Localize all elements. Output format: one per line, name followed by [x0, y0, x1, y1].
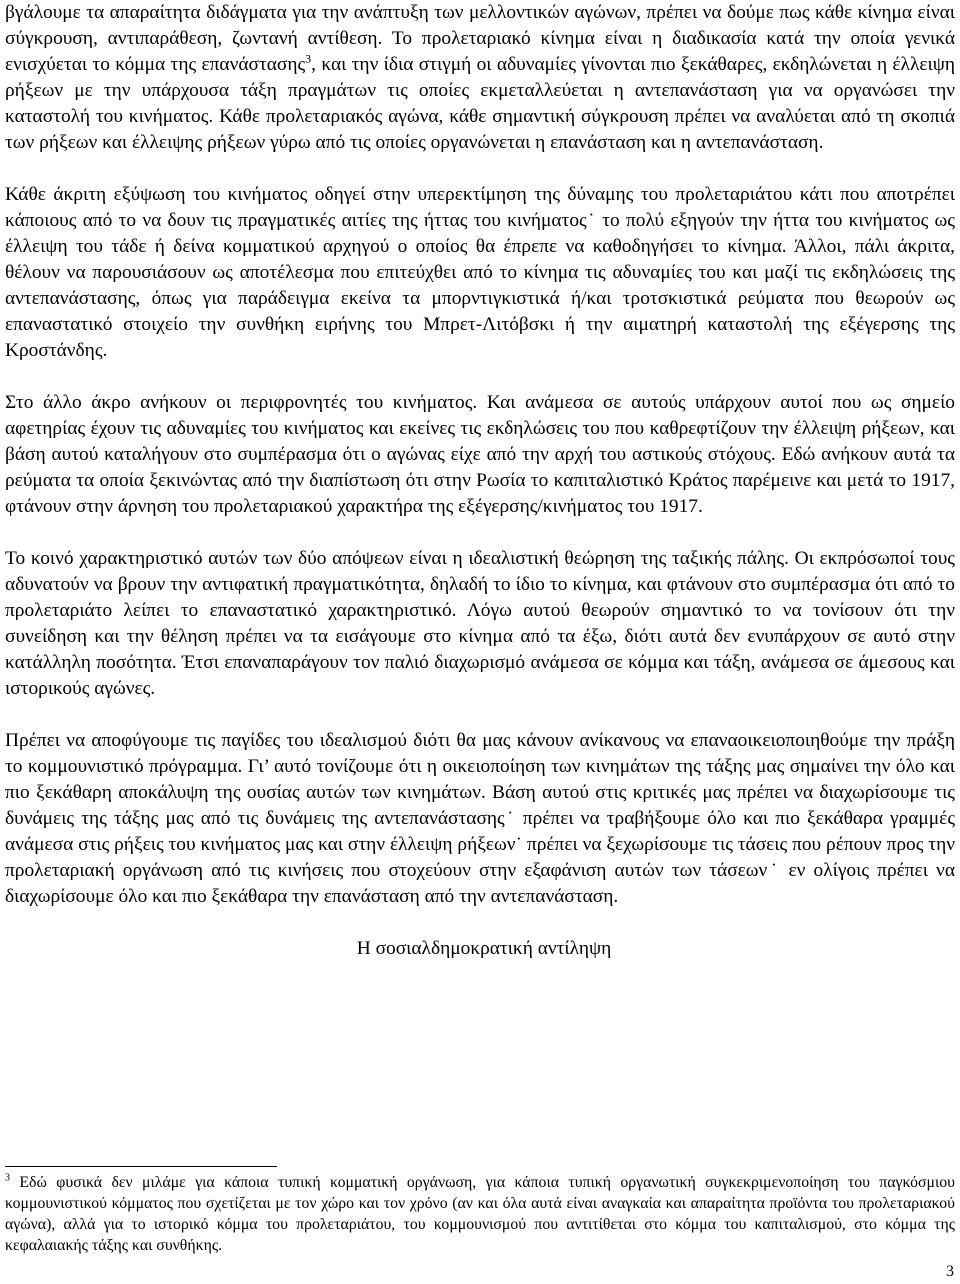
section-heading: Η σοσιαλδημοκρατική αντίληψη [356, 938, 612, 959]
paragraph-1-text-a: βγάλουμε τα απαραίτητα διδάγματα για την ανάπτυξη των μελλοντικών αγώνων, πρέπει να δούμε πως κάθε κίνημα είναι σύγκρουση, αντιπαράθεση, ζωντανή αντίθεση. Το προλεταριακό κίνημα είναι η διαδικασία κατά την οποία γενικά ενισχύεται το κόμμα της επανάστασης [5, 2, 955, 75]
paragraph-1-text-b: , και την ίδια στιγμή οι αδυναμίες γίνονται πιο ξεκάθαρες, εκδηλώνεται η έλλειψη ρήξεων με την υπάρχουσα τάξη πραγμάτων τις οποίες εκμεταλλεύεται η αντεπανάσταση για να οργανώσει την καταστολή του κινήματος. Κάθε προλεταριακός αγώνα, κάθε σημαντική σύγκρουση πρέπει να αναλύεται από τη σκοπιά των ρήξεων και έλλειψης ρήξεων γύρω από τις οποίες οργανώνεται η επανάσταση και η αντεπανάσταση. [5, 54, 955, 153]
paragraph-spacer [5, 520, 955, 546]
paragraph-spacer [5, 156, 955, 182]
paragraph-4: Το κοινό χαρακτηριστικό αυτών των δύο απόψεων είναι η ιδεαλιστική θεώρηση της ταξικής πάλης. Οι εκπρόσωποί τους αδυνατούν να βρουν την αντιφατική πραγματικότητα, δηλαδή το ίδιο το κίνημα, και φτάνουν στο συμπέρασμα ότι από το προλεταριάτο λείπει το επαναστατικό χαρακτηριστικό. Λόγω αυτού θεωρούν σημαντικό το να τονίσουν ότι την συνείδηση και την θέληση πρέπει να τα εισάγουμε στο κίνημα από τα έξω, διότι αυτά δεν ενυπάρχουν σε αυτό στην κατάλληλη ποσότητα. Έτσι επαναπαράγουν τον παλιό διαχωρισμό ανάμεσα σε κόμμα και τάξη, ανάμεσα σε άμεσους και ιστορικούς αγώνες. [5, 548, 955, 699]
paragraph-3: Στο άλλο άκρο ανήκουν οι περιφρονητές του κινήματος. Και ανάμεσα σε αυτούς υπάρχουν αυτοί που ως σημείο αφετηρίας έχουν τις αδυναμίες του κινήματος και εκείνες τις εκδηλώσεις του που καθρεφτίζουν την έλλειψη ρήξεων, και βάση αυτού καταλήγουν στο συμπέρασμα ότι ο αγώνας είχε από την αρχή του αστικούς στόχους. Εδώ ανήκουν αυτά τα ρεύματα τα οποία ξεκινώντας από την διαπίστωση ότι στην Ρωσία το καπιταλιστικό Κράτος παρέμεινε και μετά το 1917, φτάνουν στην άρνηση του προλεταριακού χαρακτήρα της εξέγερσης/κινήματος του 1917. [5, 392, 955, 517]
paragraph-5: Πρέπει να αποφύγουμε τις παγίδες του ιδεαλισμού διότι θα μας κάνουν ανίκανους να επαναοικειοποιηθούμε την πράξη το κομμουνιστικό πρόγραμμα. Γι’ αυτό τονίζουμε ότι η οικειοποίηση των κινημάτων της τάξης μας σημαίνει την όλο και πιο ξεκάθαρη αποκάλυψη της ουσίας αυτών των κινημάτων. Βάση αυτού στις κριτικές μας πρέπει να διαχωρίσουμε τις δυνάμεις της τάξης μας από τις δυνάμεις της αντεπανάστασης˙ πρέπει να τραβήξουμε όλο και πιο ξεκάθαρα γραμμές ανάμεσα στις ρήξεις του κινήματος μας και στην έλλειψη ρήξεων˙ πρέπει να ξεχωρίσουμε τις τάσεις που ρέπουν προς την προλεταριακή οργάνωση από τις κινήσεις που στοχεύουν στην εξαφάνιση αυτών των τάσεων˙ εν ολίγοις πρέπει να διαχωρίσουμε όλο και πιο ξεκάθαρα την επανάσταση από την αντεπανάσταση. [5, 730, 955, 907]
paragraph-2: Κάθε άκριτη εξύψωση του κινήματος οδηγεί στην υπερεκτίμηση της δύναμης του προλεταριάτου κάτι που αποτρέπει κάποιους από το να δουν τις πραγματικές αιτίες της ήττας του κινήματος˙ το πολύ εξηγούν την ήττα του κινήματος ως έλλειψη του τάδε ή δείνα κομματικού αρχηγού ο οποίος θα έπρεπε να καθοδηγήσει το κίνημα. Άλλοι, πάλι άκριτα, θέλουν να παρουσιάσουν ως αποτέλεσμα που επιτεύχθει από το κίνημα τις αδυναμίες του και μαζί τις εκδηλώσεις της αντεπανάστασης, όπως για παράδειγμα εκείνα τα μπορντιγκιστικά ή/και τροτσκιστικά ρεύματα που θεωρούν ως επαναστατικό στοιχείο την συνθήκη ειρήνης του Μπρετ-Λιτόβσκι ή την αιματηρή καταστολή της εξέγερσης της Κροστάνδης. [5, 184, 955, 361]
paragraph-spacer [5, 702, 955, 728]
footnote-marker: 3 [5, 1172, 10, 1184]
paragraph-1 [5, 0, 955, 156]
document-page [5, 0, 955, 962]
paragraph-spacer [5, 364, 955, 390]
footnote-reference[interactable]: 3 [305, 51, 312, 66]
footnote-text: Εδώ φυσικά δεν μιλάμε για κάποια τυπική κομματική οργάνωση, για κάποια τυπική οργανωτική συγκεκριμενοποίηση του παγκόσμιου κομμουνιστικού κόμματος που σχετίζεται με τον χώρο και τον χρόνο (αν και όλα αυτά είναι αναγκαία και απαραίτητα προϊόντα του προλεταριακού αγώνα), αλλά για το ιστορικό κόμμα του προλεταριάτου, του κομμουνισμού που αντιτίθεται στο κόμμα του καπιταλισμού, στο κόμμα της κεφαλαιακής τάξης και συνθήκης. [5, 1174, 955, 1254]
paragraph-spacer [5, 910, 955, 936]
footnote [5, 1172, 955, 1256]
footnote-separator [5, 1166, 277, 1167]
page-number: 3 [946, 1263, 954, 1280]
